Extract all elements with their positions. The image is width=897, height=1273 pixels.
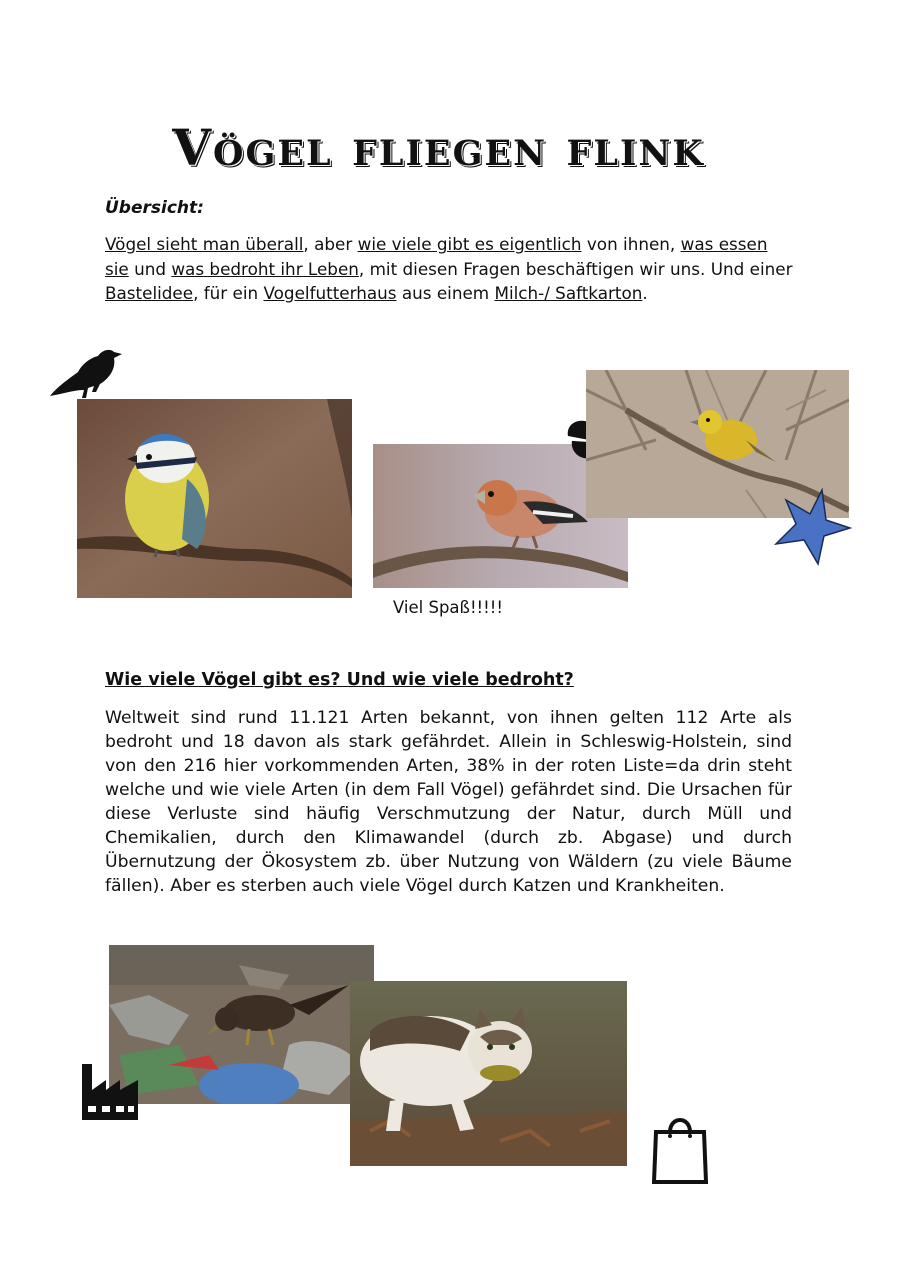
star-icon xyxy=(772,488,852,572)
overview-underlined-text: Vogelfutterhaus xyxy=(263,283,397,303)
fun-caption: Viel Spaß!!!!! xyxy=(393,598,504,617)
overview-text-span: , aber xyxy=(303,234,358,254)
overview-underlined-text: Bastelidee xyxy=(105,283,194,303)
overview-text-span: , mit diesen Fragen beschäftigen wir uns. Und einer xyxy=(358,258,793,279)
overview-text-span: aus einem xyxy=(396,283,495,303)
overview-heading: Übersicht: xyxy=(105,198,204,218)
bird-garbage-photo xyxy=(109,945,374,1104)
overview-paragraph xyxy=(105,232,795,306)
cat-bird-photo xyxy=(350,981,627,1166)
page-title: Vögel fliegen flink xyxy=(172,118,705,177)
section-heading: Wie viele Vögel gibt es? Und wie viele bedroht? xyxy=(105,670,574,690)
overview-underlined-text: Milch-/ Saftkarton xyxy=(494,283,643,303)
blue-tit-photo xyxy=(77,399,352,598)
shopping-bag-icon xyxy=(652,1112,708,1190)
overview-underlined-text: was bedroht ihr Leben xyxy=(171,258,359,279)
overview-text-span: , für ein xyxy=(193,283,264,303)
overview-underlined-text: was essen sie xyxy=(105,234,768,279)
overview-text-span: und xyxy=(128,258,172,279)
overview-underlined-text: wie viele gibt es eigentlich xyxy=(357,234,582,254)
overview-text-span: von ihnen, xyxy=(581,234,681,254)
overview-underlined-text: Vögel sieht man überall xyxy=(105,234,304,254)
overview-text-span: . xyxy=(642,283,648,303)
factory-icon xyxy=(80,1062,140,1126)
section-paragraph: Weltweit sind rund 11.121 Arten bekannt, von ihnen gelten 112 Arte als bedroht und 18 davon als stark gefährdet. Allein in Schleswig-Holstein, sind von den 216 hier vorkommenden Arten, 38% in der roten Liste=da drin steht welche und wie viele Arten (in dem Fall Vögel) gefährdet sind. Die Ursachen für diese Verluste sind häufig Verschmutzung der Natur, durch Müll und Chemikalien, durch den Klimawandel (durch zb. Abgase) und durch Übernutzung der Ökosystem zb. über Nutzung von Wäldern (zu viele Bäume fällen). Aber es sterben auch viele Vögel durch Katzen und Krankheiten. xyxy=(105,708,792,896)
